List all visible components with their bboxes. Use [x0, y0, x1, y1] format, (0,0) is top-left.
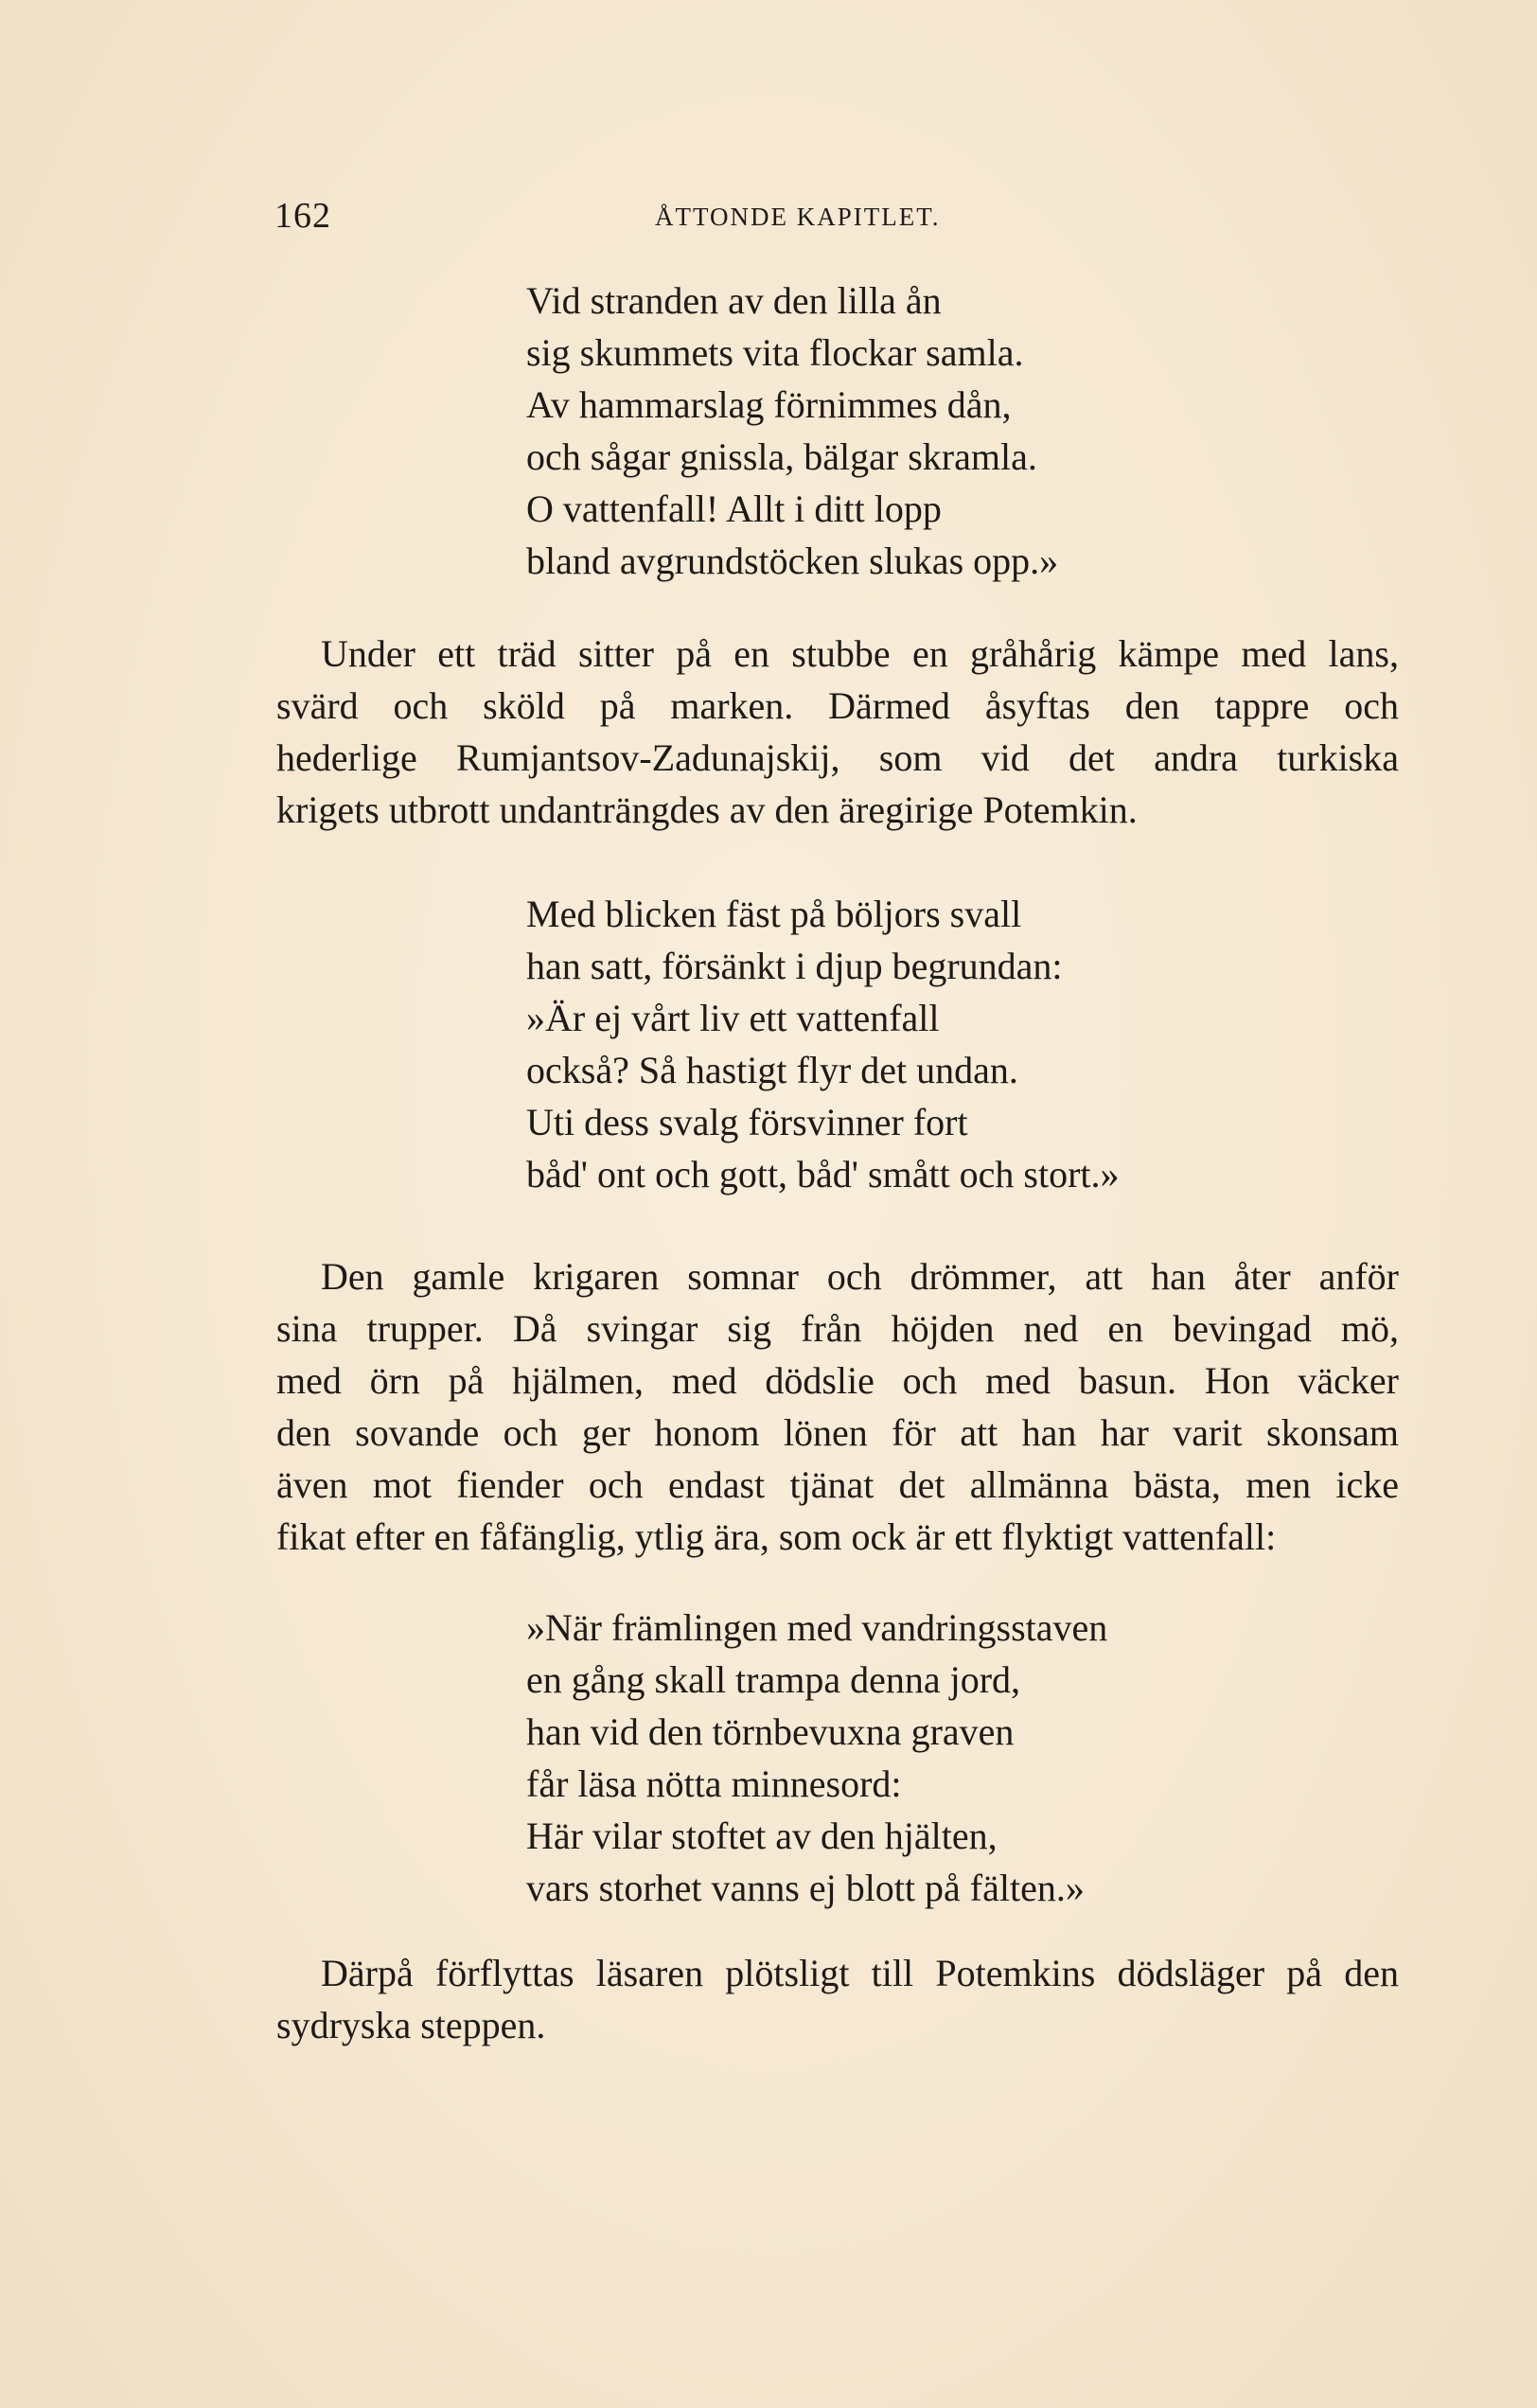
verse-line: han satt, försänkt i djup begrundan:: [526, 945, 1063, 987]
prose-line: sydryska steppen.: [276, 2004, 546, 2046]
verse-line: han vid den törnbevuxna graven: [526, 1710, 1015, 1753]
prose-paragraph-1: [276, 628, 1399, 836]
verse-line: Vid stranden av den lilla ån: [526, 279, 942, 322]
prose-line: fikat efter en fåfänglig, ytlig ära, som ock är ett flyktigt vattenfall:: [276, 1515, 1277, 1558]
page-number: 162: [274, 196, 331, 236]
prose-paragraph-2: [276, 1250, 1399, 1563]
verse-line: Uti dess svalg försvinner fort: [526, 1101, 968, 1143]
verse-line: också? Så hastigt flyr det undan.: [526, 1049, 1018, 1091]
verse-line: sig skummets vita flockar samla.: [526, 331, 1024, 374]
verse-line: Här vilar stoftet av den hjälten,: [526, 1815, 998, 1857]
verse-line: en gång skall trampa denna jord,: [526, 1658, 1021, 1701]
verse-line: vars storhet vanns ej blott på fälten.»: [526, 1867, 1085, 1909]
verse-line: »När främlingen med vandringsstaven: [526, 1606, 1108, 1649]
running-head: ÅTTONDE KAPITLET.: [655, 203, 941, 231]
prose-paragraph-3: [276, 1947, 1399, 2051]
verse-line: får läsa nötta minnesord:: [526, 1762, 902, 1805]
verse-line: bland avgrundstöcken slukas opp.»: [526, 540, 1059, 582]
verse-line: Av hammarslag förnimmes dån,: [526, 383, 1012, 426]
verse-stanza-1: [526, 274, 1058, 587]
verse-line: O vattenfall! Allt i ditt lopp: [526, 487, 942, 530]
prose-line: även mot fiender och endast tjänat det allmänna bästa, men icke: [276, 1463, 1399, 1506]
verse-stanza-2: [526, 888, 1120, 1200]
verse-line: och sågar gnissla, bälgar skramla.: [526, 435, 1037, 478]
prose-line: med örn på hjälmen, med dödslie och med basun. Hon väcker: [276, 1359, 1399, 1402]
prose-line: krigets utbrott undanträngdes av den äregirige Potemkin.: [276, 788, 1138, 831]
prose-line: Den gamle krigaren somnar och drömmer, att han åter anför: [321, 1255, 1399, 1298]
prose-line: Under ett träd sitter på en stubbe en gråhårig kämpe med lans,: [321, 632, 1399, 675]
verse-line: »Är ej vårt liv ett vattenfall: [526, 997, 940, 1039]
page-header: [274, 195, 1325, 252]
prose-line: hederlige Rumjantsov-Zadunajskij, som vid det andra turkiska: [276, 736, 1399, 779]
prose-line: den sovande och ger honom lönen för att han har varit skonsam: [276, 1411, 1399, 1454]
prose-line: sina trupper. Då svingar sig från höjden ned en bevingad mö,: [276, 1307, 1399, 1350]
verse-line: Med blicken fäst på böljors svall: [526, 893, 1022, 935]
prose-line: svärd och sköld på marken. Därmed åsyftas den tappre och: [276, 684, 1399, 727]
prose-line: Därpå förflyttas läsaren plötsligt till Potemkins dödsläger på den: [321, 1952, 1399, 1994]
verse-line: båd' ont och gott, båd' smått och stort.»: [526, 1153, 1120, 1195]
verse-stanza-3: [526, 1602, 1107, 1914]
